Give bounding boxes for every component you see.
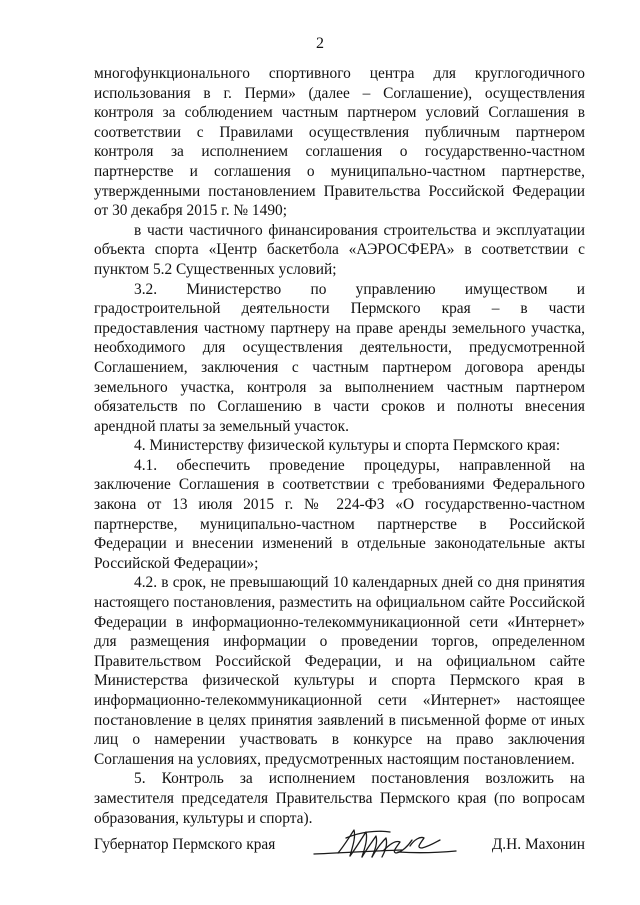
paragraph-4: 4. Министерству физической культуры и спорта Пермского края: <box>134 437 561 455</box>
signatory-title: Губернатор Пермского края <box>94 836 276 853</box>
document-body <box>94 64 585 828</box>
signatory-name: Д.Н. Махонин <box>491 836 585 853</box>
page-number: 2 <box>316 35 324 52</box>
paragraph-5: 5. Контроль за исполнением постановления возложить на заместителя председателя Правительства Пермского края (по вопросам образования, культуры и спорта). <box>94 770 585 827</box>
paragraph-3-2: 3.2. Министерство по управлению имуществом и градостроительной деятельности Пермского края – в части предоставления частному партнеру на праве аренды земельного участка, необходимого для осуществления деятельности, предусмотренной Соглашением, заключения с частным партнером договора аренды земельного участка, контроля за выполнением частным партнером обязательств по Соглашению в части сроков и полноты внесения арендной платы за земельный участок. <box>94 280 585 435</box>
paragraph-2: в части частичного финансирования строительства и эксплуатации объекта спорта «Центр баскетбола «АЭРОСФЕРА» в соответствии с пунктом 5.2 Существенных условий; <box>94 221 585 278</box>
handwritten-signature <box>310 826 460 866</box>
paragraph-4-1: 4.1. обеспечить проведение процедуры, направленной на заключение Соглашения в соответствии с требованиями Федерального закона от 13 июля 2015 г. № 224-ФЗ «О государственно-частном партнерстве, муниципально-частном партнерстве в Российской Федерации и внесении изменений в отдельные законодательные акты Российской Федерации»; <box>94 456 585 572</box>
paragraph-1: многофункционального спортивного центра для круглогодичного использования в г. Перми» (далее – Соглашение), осуществления контроля за соблюдением частным партнером условий Соглашения в соответствии с Правилами осуществления публичным партнером контроля за исполнением соглашения о государственно-частном партнерстве и соглашения о муниципально-частном партнерстве, утвержденными постановлением Правительства Российской Федерации от 30 декабря 2015 г. № 1490; <box>94 65 585 220</box>
paragraph-4-2: 4.2. в срок, не превышающий 10 календарных дней со дня принятия настоящего постановления, разместить на официальном сайте Российской Федерации в информационно-телекоммуникационной сети «Интернет» для размещения информации о проведении торгов, определенном Правительством Российской Федерации, и на официальном сайте Министерства физической культуры и спорта Пермского края в информационно-телекоммуникационной сети «Интернет» настоящее постановление в целях принятия заявлений в письменной форме от иных лиц о намерении участвовать в конкурсе на право заключения Соглашения на условиях, предусмотренных настоящим постановлением. <box>94 574 585 768</box>
signature-block <box>94 826 585 866</box>
